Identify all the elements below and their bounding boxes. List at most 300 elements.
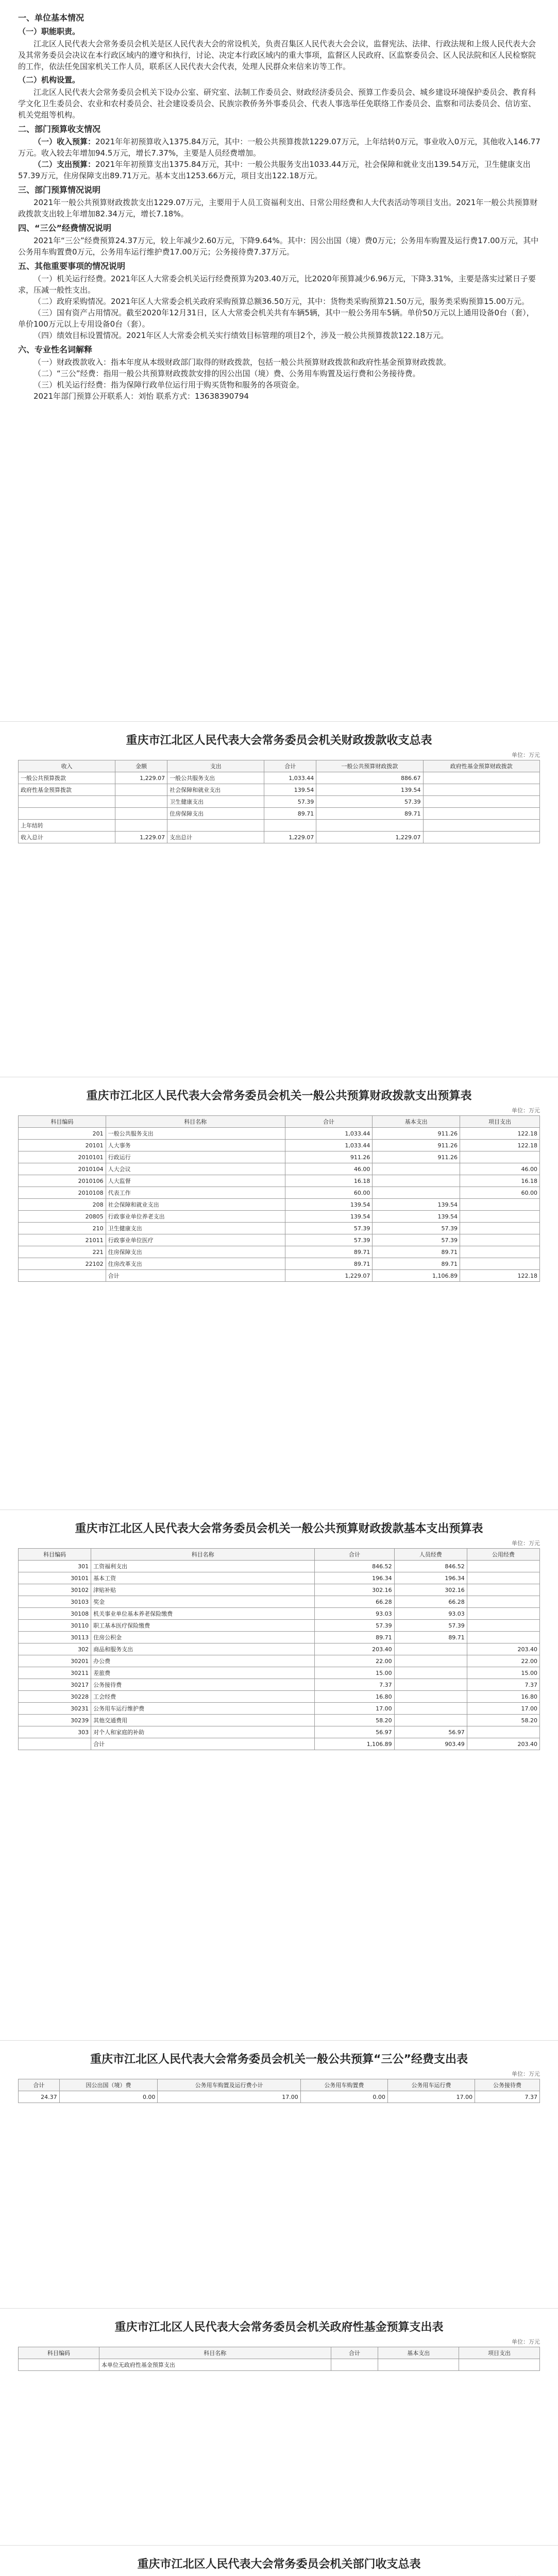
table-cell (394, 1679, 467, 1691)
section-divider (0, 2545, 558, 2546)
table-cell: 203.40 (467, 1643, 539, 1655)
table-cell: 30217 (19, 1679, 91, 1691)
table-cell: 7.37 (475, 2091, 540, 2103)
table-cell: 人大事务 (106, 1140, 285, 1151)
revenue-paragraph (18, 136, 541, 159)
table-row (19, 1691, 540, 1703)
table-cell (467, 1632, 539, 1643)
table-cell (423, 772, 539, 784)
table-cell (394, 1703, 467, 1715)
table-cell: 57.39 (285, 1234, 373, 1246)
table-row (19, 1187, 540, 1199)
table-cell: 代表工作 (106, 1187, 285, 1199)
table-row (19, 1655, 540, 1667)
table-cell: 行政运行 (106, 1151, 285, 1163)
table-cell (394, 1655, 467, 1667)
table-cell: 56.97 (394, 1726, 467, 1738)
table-cell: 139.54 (373, 1211, 460, 1223)
part6-text2: （二）“三公”经费：指用一般公共预算财政拨款安排的因公出国（境）费、公务用车购置及运行费和公务接待费。 (33, 369, 420, 378)
table-cell: 支出总计 (167, 832, 264, 843)
table-cell (467, 1726, 539, 1738)
table-row (19, 1211, 540, 1223)
table-row (19, 1258, 540, 1270)
table-cell: 15.00 (467, 1667, 539, 1679)
table-row (19, 1223, 540, 1234)
table-cell: 203.40 (467, 1738, 539, 1750)
table-cell: 30108 (19, 1608, 91, 1620)
table-row (19, 820, 540, 832)
table-header-row (19, 2079, 540, 2091)
table-cell: 57.39 (373, 1223, 460, 1234)
table-cell (423, 820, 539, 832)
table-cell: 1,033.44 (285, 1128, 373, 1140)
table-row (19, 1199, 540, 1211)
table-cell: 对个人和家庭的补助 (91, 1726, 315, 1738)
table-header-row (19, 760, 540, 772)
sec1-heading: （一）职能职责。 (18, 27, 80, 36)
table-cell: 17.00 (467, 1703, 539, 1715)
table-cell: 221 (19, 1246, 106, 1258)
table-cell: 社会保障和就业支出 (106, 1199, 285, 1211)
table-cell: 22.00 (467, 1655, 539, 1667)
part3-heading: 三、部门预算情况说明 (18, 185, 101, 195)
table-cell (373, 1163, 460, 1175)
table-cell: 商品和服务支出 (91, 1643, 315, 1655)
column-header: 科目编码 (19, 1116, 106, 1128)
table-cell: 93.03 (394, 1608, 467, 1620)
table-cell (459, 2359, 540, 2371)
column-header: 政府性基金预算财政拨款 (423, 760, 539, 772)
table-cell: 30211 (19, 1667, 91, 1679)
table-cell: 机关事业单位基本养老保险缴费 (91, 1608, 315, 1620)
table-cell (460, 1234, 539, 1246)
unit-label: 单位：万元 (512, 1540, 540, 1547)
table-row (19, 1632, 540, 1643)
table-cell: 30101 (19, 1572, 91, 1584)
table-cell: 行政事业单位养老支出 (106, 1211, 285, 1223)
budget-table-5 (18, 2318, 540, 2371)
table-title: 重庆市江北区人民代表大会常务委员会机关一般公共预算财政拨款基本支出预算表 (75, 1522, 483, 1535)
unit-label: 单位：万元 (512, 2071, 540, 2077)
table-cell (373, 1187, 460, 1199)
table-cell: 302.16 (315, 1584, 394, 1596)
column-header: 收入 (19, 760, 115, 772)
table-cell: 122.18 (460, 1140, 539, 1151)
table-cell (19, 2359, 99, 2371)
table-cell: 奖金 (91, 1596, 315, 1608)
column-header: 合计 (315, 1549, 394, 1561)
table-row (19, 1584, 540, 1596)
table-cell: 卫生健康支出 (167, 796, 264, 808)
table-cell: 20101 (19, 1140, 106, 1151)
table-row (19, 1175, 540, 1187)
table-cell: 行政事业单位医疗 (106, 1234, 285, 1246)
column-header: 项目支出 (460, 1116, 539, 1128)
table-row (19, 1608, 540, 1620)
data-table (18, 1115, 540, 1282)
expenditure-paragraph (18, 159, 541, 181)
table-cell (264, 820, 316, 832)
table-cell: 89.71 (285, 1258, 373, 1270)
table-title: 重庆市江北区人民代表大会常务委员会机关财政拨款收支总表 (126, 734, 432, 747)
table-cell: 196.34 (394, 1572, 467, 1584)
table-cell: 210 (19, 1223, 106, 1234)
table-cell: 66.28 (315, 1596, 394, 1608)
table-cell (460, 1258, 539, 1270)
table-cell: 911.26 (285, 1151, 373, 1163)
table-cell (19, 796, 115, 808)
table-cell: 上年结转 (19, 820, 115, 832)
table-cell: 57.39 (285, 1223, 373, 1234)
table-cell (467, 1561, 539, 1572)
part5-text2: （二）政府采购情况。2021年区人大常委会机关政府采购预算总额36.50万元，其中：货物类采购预算21.50万元，服务类采购预算15.00万元。 (33, 297, 530, 306)
table-row (19, 1620, 540, 1632)
table-cell: 17.00 (387, 2091, 475, 2103)
table-cell (115, 784, 167, 796)
table-cell (115, 808, 167, 820)
table-cell: 1,229.07 (115, 832, 167, 843)
part5-text3: （三）国有资产占用情况。截至2020年12月31日，区人大常委会机关共有车辆5辆，其中一般公务用车5辆。单价50万元以上通用设备0台（套），单价100万元以上专用设备0台（套）。 (18, 308, 534, 329)
table-row (19, 1596, 540, 1608)
table-cell: 收入总计 (19, 832, 115, 843)
table-cell (460, 1151, 539, 1163)
table-cell: 1,229.07 (264, 832, 316, 843)
table-cell: 911.26 (373, 1128, 460, 1140)
table-cell: 30231 (19, 1703, 91, 1715)
table-cell: 46.00 (460, 1163, 539, 1175)
table-cell: 人大监督 (106, 1175, 285, 1187)
table-cell: 政府性基金预算拨款 (19, 784, 115, 796)
table-cell (19, 808, 115, 820)
table-cell: 58.20 (315, 1715, 394, 1726)
part6-text3: （三）机关运行经费：指为保障行政单位运行用于购买货物和服务的各项资金。 (33, 380, 305, 389)
column-header: 因公出国（境）费 (59, 2079, 158, 2091)
table-cell (19, 1270, 106, 1282)
table-cell: 1,229.07 (115, 772, 167, 784)
table-cell: 本单位无政府性基金预算支出 (99, 2359, 331, 2371)
table-cell (394, 1643, 467, 1655)
table-cell: 302.16 (394, 1584, 467, 1596)
table-cell: 139.54 (316, 784, 423, 796)
table-cell: 58.20 (467, 1715, 539, 1726)
table-cell: 基本工资 (91, 1572, 315, 1584)
column-header: 基本支出 (378, 2347, 459, 2359)
table-cell: 89.71 (285, 1246, 373, 1258)
table-cell (467, 1620, 539, 1632)
table-row (19, 1715, 540, 1726)
expenditure-text: 2021年年初预算支出1375.84万元，其中：一般公共服务支出1033.44万元，社会保障和就业支出139.54万元，卫生健康支出57.39万元，住房保障支出89.71万元。基本支出1253.66万元，项目支出122.18万元。 (18, 160, 531, 180)
table-cell: 30239 (19, 1715, 91, 1726)
part3-text: 2021年一般公共预算财政拨款支出1229.07万元，主要用于人员工资福利支出、日常公用经费和人大代表活动等项目支出。2021年一般公共预算财政拨款支出较上年增加82.34万元，增长7.18%。 (18, 198, 538, 218)
table-cell: 2010106 (19, 1175, 106, 1187)
data-table (18, 1548, 540, 1750)
table-cell: 住房保障支出 (106, 1246, 285, 1258)
part5-text: （一）机关运行经费。2021年区人大常委会机关运行经费预算为203.40万元，比2020年预算减少6.96万元，下降3.31%，主要是落实过紧日子要求，压减一般性支出。 (18, 274, 536, 295)
table-cell: 139.54 (285, 1199, 373, 1211)
table-cell: 57.39 (315, 1620, 394, 1632)
table-cell (331, 2359, 378, 2371)
table-cell (423, 808, 539, 820)
table-cell: 911.26 (373, 1151, 460, 1163)
table-cell: 2010104 (19, 1163, 106, 1175)
table-cell: 16.18 (285, 1175, 373, 1187)
table-header-row (19, 1549, 540, 1561)
table-cell: 30110 (19, 1620, 91, 1632)
table-cell: 57.39 (264, 796, 316, 808)
budget-table-4 (18, 2050, 540, 2103)
budget-table-3 (18, 1520, 540, 1750)
table-cell: 89.71 (373, 1246, 460, 1258)
table-cell: 89.71 (316, 808, 423, 820)
table-cell: 其他交通费用 (91, 1715, 315, 1726)
table-cell: 7.37 (467, 1679, 539, 1691)
revenue-text: 2021年年初预算收入1375.84万元，其中：一般公共预算拨款1229.07万元，上年结转0万元，事业收入0万元，其他收入146.77万元。收入较去年增加94.5万元，增长7.37%，主要是人员经费增加。 (18, 137, 540, 158)
part4-heading: 四、“三公”经费情况说明 (18, 223, 112, 233)
table-cell (316, 820, 423, 832)
table-cell: 住房保障支出 (167, 808, 264, 820)
table-cell: 57.39 (394, 1620, 467, 1632)
table-cell: 846.52 (315, 1561, 394, 1572)
table-cell: 公务用车运行维护费 (91, 1703, 315, 1715)
table-cell: 1,033.44 (285, 1140, 373, 1151)
table-cell: 846.52 (394, 1561, 467, 1572)
table-cell: 56.97 (315, 1726, 394, 1738)
budget-explanation (18, 9, 541, 402)
part5-heading: 五、其他重要事项的情况说明 (18, 261, 126, 271)
table-cell (423, 832, 539, 843)
table-cell: 122.18 (460, 1270, 539, 1282)
table-header-row (19, 1116, 540, 1128)
table-cell (467, 1572, 539, 1584)
table-cell: 22102 (19, 1258, 106, 1270)
table-cell (19, 1738, 91, 1750)
table-cell: 1,229.07 (316, 832, 423, 843)
table-cell: 工资福利支出 (91, 1561, 315, 1572)
part5-text4: （四）绩效目标设置情况。2021年区人大常委会机关实行绩效目标管理的项目2个，涉及一般公共预算拨款122.18万元。 (33, 331, 449, 340)
sec2-heading: （二）机构设置。 (18, 75, 80, 84)
table-cell: 一般公共服务支出 (167, 772, 264, 784)
table-cell: 1,106.89 (373, 1270, 460, 1282)
table-cell (423, 796, 539, 808)
column-header: 合计 (285, 1116, 373, 1128)
column-header: 科目名称 (99, 2347, 331, 2359)
table-row (19, 1561, 540, 1572)
table-cell: 66.28 (394, 1596, 467, 1608)
table-cell: 30201 (19, 1655, 91, 1667)
data-table (18, 2079, 540, 2103)
column-header: 公用经费 (467, 1549, 539, 1561)
table-row (19, 1151, 540, 1163)
table-cell: 122.18 (460, 1128, 539, 1140)
table-cell: 2010101 (19, 1151, 106, 1163)
table-cell: 46.00 (285, 1163, 373, 1175)
table-row (19, 1703, 540, 1715)
table-cell: 合计 (106, 1270, 285, 1282)
column-header: 科目编码 (19, 1549, 91, 1561)
table-cell: 20805 (19, 1211, 106, 1223)
table-cell: 公务接待费 (91, 1679, 315, 1691)
table-cell: 住房公积金 (91, 1632, 315, 1643)
revenue-label: （一）收入预算： (33, 137, 96, 146)
sec1-text: 江北区人民代表大会常务委员会机关是区人民代表大会的常设机关，负责召集区人民代表大会会议，监督宪法、法律、行政法规和上级人民代表大会及其常务委员会决议在本行政区域内的遵守和执行，讨论、决定本行政区域内的重大事项，监督区人民政府、区监察委员会、区人民法院和区人民检察院的工作，依法任免国家机关工作人员，联系区人民代表大会代表，处理人民群众来信来访等工作。 (18, 39, 536, 71)
table-cell (394, 1715, 467, 1726)
table-row (19, 1140, 540, 1151)
column-header: 基本支出 (373, 1116, 460, 1128)
column-header: 公务用车运行费 (387, 2079, 475, 2091)
budget-table-2 (18, 1087, 540, 1282)
table-title: 重庆市江北区人民代表大会常务委员会机关一般公共预算“三公”经费支出表 (90, 2053, 468, 2066)
part6-heading: 六、专业性名词解释 (18, 345, 93, 354)
table-cell (467, 1584, 539, 1596)
table-cell: 89.71 (264, 808, 316, 820)
column-header: 科目名称 (106, 1116, 285, 1128)
table-cell: 196.34 (315, 1572, 394, 1584)
table-row (19, 1679, 540, 1691)
table-cell: 60.00 (285, 1187, 373, 1199)
table-cell: 30103 (19, 1596, 91, 1608)
table-cell: 津贴补贴 (91, 1584, 315, 1596)
table-row (19, 832, 540, 843)
column-header: 合计 (19, 2079, 60, 2091)
column-header: 合计 (331, 2347, 378, 2359)
table-cell: 903.49 (394, 1738, 467, 1750)
table-cell: 24.37 (19, 2091, 60, 2103)
table-cell: 203.40 (315, 1643, 394, 1655)
table-header-row (19, 2347, 540, 2359)
table-row (19, 796, 540, 808)
table-row (19, 1246, 540, 1258)
section-divider (0, 721, 558, 722)
table-cell: 差旅费 (91, 1667, 315, 1679)
section-divider (0, 2040, 558, 2041)
table-title: 重庆市江北区人民代表大会常务委员会机关政府性基金预算支出表 (114, 2321, 444, 2334)
table-cell: 16.80 (315, 1691, 394, 1703)
column-header: 金额 (115, 760, 167, 772)
table-cell: 139.54 (373, 1199, 460, 1211)
table-cell: 1,106.89 (315, 1738, 394, 1750)
table-cell: 886.67 (316, 772, 423, 784)
table-cell: 人大会议 (106, 1163, 285, 1175)
table-cell (460, 1211, 539, 1223)
table-cell: 303 (19, 1726, 91, 1738)
table-row (19, 2091, 540, 2103)
table-cell: 93.03 (315, 1608, 394, 1620)
table-cell: 1,033.44 (264, 772, 316, 784)
table-cell (378, 2359, 459, 2371)
table-cell: 139.54 (285, 1211, 373, 1223)
part4-text: 2021年“三公”经费预算24.37万元，较上年减少2.60万元，下降9.64%。其中：因公出国（境）费0万元；公务用车购置及运行费17.00万元，其中公务用车购置费0万元，公务用车运行维护费17.00万元；公务接待费7.37万元。 (18, 236, 539, 257)
table-row (19, 1270, 540, 1282)
table-title: 重庆市江北区人民代表大会常务委员会机关一般公共预算财政拨款支出预算表 (86, 1090, 472, 1103)
table-cell: 一般公共预算拨款 (19, 772, 115, 784)
table-cell: 301 (19, 1561, 91, 1572)
table-cell (167, 820, 264, 832)
part6-text: （一）财政拨款收入：指本年度从本级财政部门取得的财政拨款，包括一般公共预算财政拨款和政府性基金预算财政拨款。 (33, 358, 451, 367)
table-cell: 住房改革支出 (106, 1258, 285, 1270)
table-cell: 30102 (19, 1584, 91, 1596)
unit-label: 单位：万元 (512, 1107, 540, 1114)
table-cell: 17.00 (315, 1703, 394, 1715)
column-header: 公务用车购置及运行费小计 (158, 2079, 300, 2091)
column-header: 科目名称 (91, 1549, 315, 1561)
column-header: 公务用车购置费 (300, 2079, 387, 2091)
table-cell: 60.00 (460, 1187, 539, 1199)
table-cell: 办公费 (91, 1655, 315, 1667)
table-cell: 卫生健康支出 (106, 1223, 285, 1234)
table-row (19, 808, 540, 820)
table-cell: 0.00 (300, 2091, 387, 2103)
data-table (18, 2347, 540, 2371)
section-divider (0, 2308, 558, 2309)
data-table (18, 760, 540, 843)
table-cell (423, 784, 539, 796)
expenditure-label: （二）支出预算： (33, 160, 96, 169)
table-cell: 15.00 (315, 1667, 394, 1679)
table-cell: 201 (19, 1128, 106, 1140)
table-cell: 22.00 (315, 1655, 394, 1667)
table-cell: 30113 (19, 1632, 91, 1643)
column-header: 公务接待费 (475, 2079, 540, 2091)
part1-heading: 一、单位基本情况 (18, 13, 84, 23)
budget-table-1 (18, 732, 540, 843)
column-header: 人员经费 (394, 1549, 467, 1561)
table-cell: 139.54 (264, 784, 316, 796)
table-cell: 7.37 (315, 1679, 394, 1691)
table-cell: 30228 (19, 1691, 91, 1703)
table-cell: 57.39 (373, 1234, 460, 1246)
table-cell: 302 (19, 1643, 91, 1655)
table-cell: 工会经费 (91, 1691, 315, 1703)
table-cell: 1,229.07 (285, 1270, 373, 1282)
table-cell: 21011 (19, 1234, 106, 1246)
table-cell (373, 1175, 460, 1187)
table-cell: 2010108 (19, 1187, 106, 1199)
column-header: 合计 (264, 760, 316, 772)
column-header: 项目支出 (459, 2347, 540, 2359)
table-cell (115, 796, 167, 808)
column-header: 一般公共预算财政拨款 (316, 760, 423, 772)
table-cell: 89.71 (315, 1632, 394, 1643)
table-title: 重庆市江北区人民代表大会常务委员会机关部门收支总表 (137, 2558, 421, 2571)
budget-table-6 (18, 2555, 540, 2576)
column-header: 科目编码 (19, 2347, 99, 2359)
table-cell: 89.71 (373, 1258, 460, 1270)
table-cell: 17.00 (158, 2091, 300, 2103)
table-row (19, 1643, 540, 1655)
table-cell: 208 (19, 1199, 106, 1211)
table-row (19, 772, 540, 784)
table-cell (460, 1246, 539, 1258)
table-row (19, 784, 540, 796)
table-cell: 16.18 (460, 1175, 539, 1187)
part2-heading: 二、部门预算收支情况 (18, 124, 101, 134)
table-cell (467, 1596, 539, 1608)
table-cell (467, 1608, 539, 1620)
table-row (19, 1726, 540, 1738)
table-row (19, 1738, 540, 1750)
table-cell: 57.39 (316, 796, 423, 808)
table-cell: 一般公共服务支出 (106, 1128, 285, 1140)
table-row (19, 1572, 540, 1584)
table-cell: 16.80 (467, 1691, 539, 1703)
table-cell: 社会保障和就业支出 (167, 784, 264, 796)
table-cell: 0.00 (59, 2091, 158, 2103)
table-cell (394, 1667, 467, 1679)
unit-label: 单位：万元 (512, 2338, 540, 2345)
table-cell: 合计 (91, 1738, 315, 1750)
table-row (19, 1128, 540, 1140)
table-row (19, 1234, 540, 1246)
